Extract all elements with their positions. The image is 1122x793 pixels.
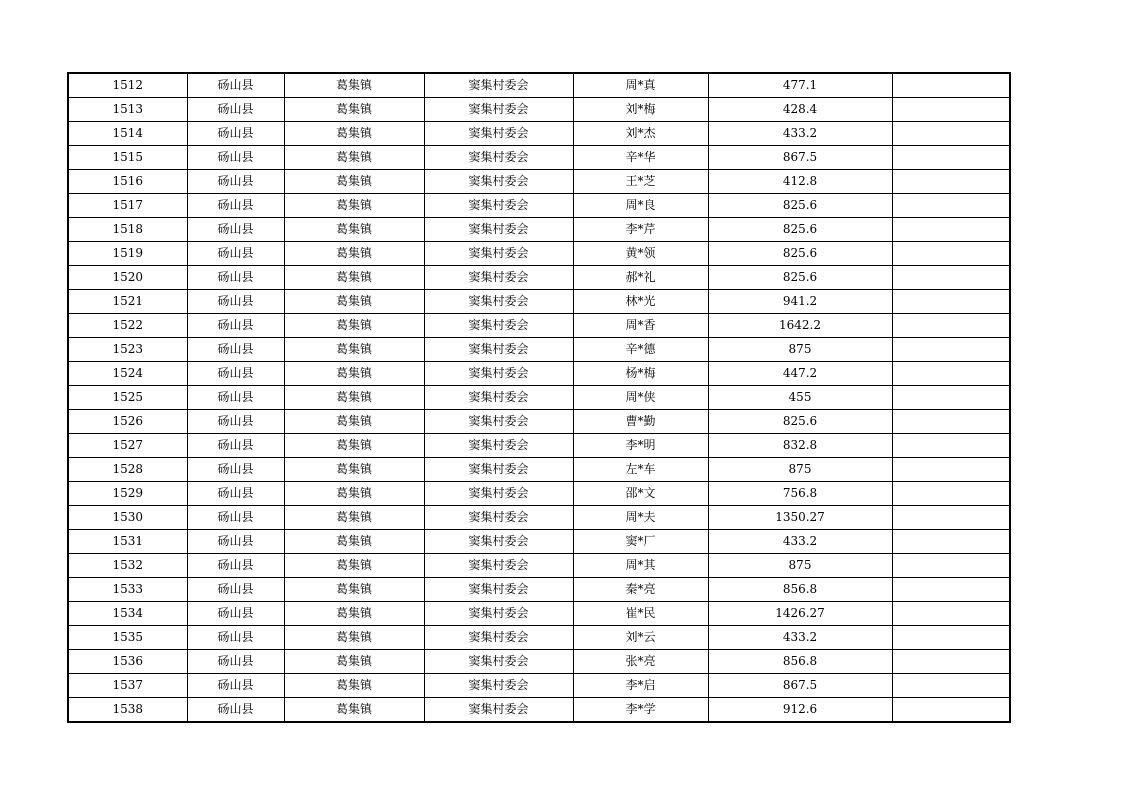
- name-cell: 周*侠: [573, 386, 708, 410]
- note-cell: [892, 314, 1010, 338]
- village-cell: 窦集村委会: [424, 194, 573, 218]
- town-cell: 葛集镇: [284, 554, 424, 578]
- name-cell: 王*芝: [573, 170, 708, 194]
- row-number-cell: 1537: [68, 674, 187, 698]
- row-number-cell: 1526: [68, 410, 187, 434]
- name-cell: 周*良: [573, 194, 708, 218]
- name-cell: 黄*领: [573, 242, 708, 266]
- village-cell: 窦集村委会: [424, 122, 573, 146]
- village-cell: 窦集村委会: [424, 218, 573, 242]
- town-cell: 葛集镇: [284, 194, 424, 218]
- row-number-cell: 1524: [68, 362, 187, 386]
- row-number-cell: 1533: [68, 578, 187, 602]
- amount-cell: 875: [708, 554, 892, 578]
- name-cell: 秦*亮: [573, 578, 708, 602]
- county-cell: 砀山县: [187, 122, 284, 146]
- town-cell: 葛集镇: [284, 266, 424, 290]
- table-row: [68, 554, 1010, 578]
- amount-cell: 832.8: [708, 434, 892, 458]
- note-cell: [892, 386, 1010, 410]
- county-cell: 砀山县: [187, 73, 284, 98]
- table-row: [68, 338, 1010, 362]
- town-cell: 葛集镇: [284, 626, 424, 650]
- name-cell: 周*夫: [573, 506, 708, 530]
- village-cell: 窦集村委会: [424, 338, 573, 362]
- note-cell: [892, 602, 1010, 626]
- county-cell: 砀山县: [187, 434, 284, 458]
- village-cell: 窦集村委会: [424, 98, 573, 122]
- name-cell: 窦*厂: [573, 530, 708, 554]
- row-number-cell: 1538: [68, 698, 187, 723]
- note-cell: [892, 410, 1010, 434]
- note-cell: [892, 338, 1010, 362]
- county-cell: 砀山县: [187, 626, 284, 650]
- note-cell: [892, 434, 1010, 458]
- town-cell: 葛集镇: [284, 290, 424, 314]
- note-cell: [892, 698, 1010, 723]
- town-cell: 葛集镇: [284, 170, 424, 194]
- county-cell: 砀山县: [187, 266, 284, 290]
- table-row: [68, 266, 1010, 290]
- village-cell: 窦集村委会: [424, 650, 573, 674]
- county-cell: 砀山县: [187, 98, 284, 122]
- row-number-cell: 1523: [68, 338, 187, 362]
- table-row: [68, 506, 1010, 530]
- village-cell: 窦集村委会: [424, 698, 573, 723]
- town-cell: 葛集镇: [284, 146, 424, 170]
- amount-cell: 825.6: [708, 218, 892, 242]
- name-cell: 李*启: [573, 674, 708, 698]
- county-cell: 砀山县: [187, 698, 284, 723]
- note-cell: [892, 266, 1010, 290]
- note-cell: [892, 170, 1010, 194]
- row-number-cell: 1527: [68, 434, 187, 458]
- name-cell: 刘*云: [573, 626, 708, 650]
- table-row: [68, 194, 1010, 218]
- table-row: [68, 146, 1010, 170]
- town-cell: 葛集镇: [284, 506, 424, 530]
- county-cell: 砀山县: [187, 386, 284, 410]
- table-row: [68, 458, 1010, 482]
- table-row: [68, 602, 1010, 626]
- town-cell: 葛集镇: [284, 458, 424, 482]
- village-cell: 窦集村委会: [424, 674, 573, 698]
- note-cell: [892, 73, 1010, 98]
- name-cell: 辛*德: [573, 338, 708, 362]
- table-row: [68, 434, 1010, 458]
- table-row: [68, 530, 1010, 554]
- note-cell: [892, 650, 1010, 674]
- row-number-cell: 1517: [68, 194, 187, 218]
- village-cell: 窦集村委会: [424, 602, 573, 626]
- county-cell: 砀山县: [187, 362, 284, 386]
- note-cell: [892, 530, 1010, 554]
- village-cell: 窦集村委会: [424, 170, 573, 194]
- row-number-cell: 1529: [68, 482, 187, 506]
- village-cell: 窦集村委会: [424, 554, 573, 578]
- name-cell: 左*车: [573, 458, 708, 482]
- name-cell: 邵*文: [573, 482, 708, 506]
- amount-cell: 867.5: [708, 674, 892, 698]
- county-cell: 砀山县: [187, 170, 284, 194]
- subsidy-table: [67, 72, 1011, 723]
- town-cell: 葛集镇: [284, 482, 424, 506]
- town-cell: 葛集镇: [284, 434, 424, 458]
- name-cell: 刘*梅: [573, 98, 708, 122]
- town-cell: 葛集镇: [284, 242, 424, 266]
- town-cell: 葛集镇: [284, 674, 424, 698]
- amount-cell: 825.6: [708, 194, 892, 218]
- row-number-cell: 1530: [68, 506, 187, 530]
- table-row: [68, 170, 1010, 194]
- row-number-cell: 1513: [68, 98, 187, 122]
- table-row: [68, 242, 1010, 266]
- name-cell: 曹*勤: [573, 410, 708, 434]
- table-row: [68, 674, 1010, 698]
- row-number-cell: 1515: [68, 146, 187, 170]
- note-cell: [892, 194, 1010, 218]
- county-cell: 砀山县: [187, 578, 284, 602]
- town-cell: 葛集镇: [284, 650, 424, 674]
- row-number-cell: 1516: [68, 170, 187, 194]
- table-row: [68, 386, 1010, 410]
- county-cell: 砀山县: [187, 530, 284, 554]
- table-row: [68, 98, 1010, 122]
- table-row: [68, 73, 1010, 98]
- county-cell: 砀山县: [187, 290, 284, 314]
- amount-cell: 412.8: [708, 170, 892, 194]
- amount-cell: 428.4: [708, 98, 892, 122]
- table-row: [68, 698, 1010, 723]
- county-cell: 砀山县: [187, 338, 284, 362]
- table-row: [68, 122, 1010, 146]
- amount-cell: 477.1: [708, 73, 892, 98]
- note-cell: [892, 218, 1010, 242]
- amount-cell: 867.5: [708, 146, 892, 170]
- table-row: [68, 218, 1010, 242]
- name-cell: 林*光: [573, 290, 708, 314]
- name-cell: 周*真: [573, 73, 708, 98]
- row-number-cell: 1535: [68, 626, 187, 650]
- amount-cell: 1642.2: [708, 314, 892, 338]
- note-cell: [892, 506, 1010, 530]
- county-cell: 砀山县: [187, 458, 284, 482]
- village-cell: 窦集村委会: [424, 290, 573, 314]
- note-cell: [892, 146, 1010, 170]
- village-cell: 窦集村委会: [424, 410, 573, 434]
- amount-cell: 825.6: [708, 410, 892, 434]
- note-cell: [892, 290, 1010, 314]
- amount-cell: 756.8: [708, 482, 892, 506]
- row-number-cell: 1521: [68, 290, 187, 314]
- table-row: [68, 290, 1010, 314]
- note-cell: [892, 98, 1010, 122]
- county-cell: 砀山县: [187, 410, 284, 434]
- row-number-cell: 1528: [68, 458, 187, 482]
- county-cell: 砀山县: [187, 242, 284, 266]
- row-number-cell: 1514: [68, 122, 187, 146]
- row-number-cell: 1520: [68, 266, 187, 290]
- town-cell: 葛集镇: [284, 602, 424, 626]
- name-cell: 周*其: [573, 554, 708, 578]
- amount-cell: 433.2: [708, 626, 892, 650]
- county-cell: 砀山县: [187, 314, 284, 338]
- note-cell: [892, 554, 1010, 578]
- amount-cell: 455: [708, 386, 892, 410]
- village-cell: 窦集村委会: [424, 434, 573, 458]
- name-cell: 李*芹: [573, 218, 708, 242]
- table-row: [68, 482, 1010, 506]
- village-cell: 窦集村委会: [424, 578, 573, 602]
- amount-cell: 912.6: [708, 698, 892, 723]
- town-cell: 葛集镇: [284, 578, 424, 602]
- amount-cell: 825.6: [708, 266, 892, 290]
- village-cell: 窦集村委会: [424, 482, 573, 506]
- name-cell: 刘*杰: [573, 122, 708, 146]
- village-cell: 窦集村委会: [424, 626, 573, 650]
- amount-cell: 433.2: [708, 122, 892, 146]
- amount-cell: 825.6: [708, 242, 892, 266]
- name-cell: 郝*礼: [573, 266, 708, 290]
- row-number-cell: 1518: [68, 218, 187, 242]
- row-number-cell: 1536: [68, 650, 187, 674]
- note-cell: [892, 362, 1010, 386]
- amount-cell: 1426.27: [708, 602, 892, 626]
- county-cell: 砀山县: [187, 146, 284, 170]
- table-row: [68, 314, 1010, 338]
- village-cell: 窦集村委会: [424, 242, 573, 266]
- amount-cell: 875: [708, 338, 892, 362]
- town-cell: 葛集镇: [284, 98, 424, 122]
- row-number-cell: 1519: [68, 242, 187, 266]
- county-cell: 砀山县: [187, 674, 284, 698]
- name-cell: 张*亮: [573, 650, 708, 674]
- town-cell: 葛集镇: [284, 218, 424, 242]
- village-cell: 窦集村委会: [424, 386, 573, 410]
- note-cell: [892, 242, 1010, 266]
- town-cell: 葛集镇: [284, 338, 424, 362]
- town-cell: 葛集镇: [284, 122, 424, 146]
- village-cell: 窦集村委会: [424, 506, 573, 530]
- county-cell: 砀山县: [187, 194, 284, 218]
- name-cell: 辛*华: [573, 146, 708, 170]
- table-row: [68, 650, 1010, 674]
- note-cell: [892, 626, 1010, 650]
- amount-cell: 856.8: [708, 650, 892, 674]
- town-cell: 葛集镇: [284, 314, 424, 338]
- row-number-cell: 1525: [68, 386, 187, 410]
- row-number-cell: 1531: [68, 530, 187, 554]
- village-cell: 窦集村委会: [424, 362, 573, 386]
- table-row: [68, 362, 1010, 386]
- village-cell: 窦集村委会: [424, 458, 573, 482]
- county-cell: 砀山县: [187, 218, 284, 242]
- town-cell: 葛集镇: [284, 698, 424, 723]
- village-cell: 窦集村委会: [424, 314, 573, 338]
- amount-cell: 1350.27: [708, 506, 892, 530]
- name-cell: 李*学: [573, 698, 708, 723]
- amount-cell: 856.8: [708, 578, 892, 602]
- amount-cell: 875: [708, 458, 892, 482]
- table-row: [68, 626, 1010, 650]
- table-row: [68, 410, 1010, 434]
- village-cell: 窦集村委会: [424, 146, 573, 170]
- row-number-cell: 1512: [68, 73, 187, 98]
- county-cell: 砀山县: [187, 650, 284, 674]
- county-cell: 砀山县: [187, 554, 284, 578]
- county-cell: 砀山县: [187, 506, 284, 530]
- note-cell: [892, 482, 1010, 506]
- town-cell: 葛集镇: [284, 530, 424, 554]
- town-cell: 葛集镇: [284, 386, 424, 410]
- note-cell: [892, 674, 1010, 698]
- note-cell: [892, 578, 1010, 602]
- row-number-cell: 1534: [68, 602, 187, 626]
- table-body: [68, 73, 1010, 722]
- row-number-cell: 1532: [68, 554, 187, 578]
- name-cell: 崔*民: [573, 602, 708, 626]
- name-cell: 周*香: [573, 314, 708, 338]
- amount-cell: 941.2: [708, 290, 892, 314]
- village-cell: 窦集村委会: [424, 530, 573, 554]
- town-cell: 葛集镇: [284, 410, 424, 434]
- row-number-cell: 1522: [68, 314, 187, 338]
- town-cell: 葛集镇: [284, 362, 424, 386]
- amount-cell: 447.2: [708, 362, 892, 386]
- name-cell: 杨*梅: [573, 362, 708, 386]
- note-cell: [892, 122, 1010, 146]
- village-cell: 窦集村委会: [424, 73, 573, 98]
- table-row: [68, 578, 1010, 602]
- town-cell: 葛集镇: [284, 73, 424, 98]
- county-cell: 砀山县: [187, 602, 284, 626]
- village-cell: 窦集村委会: [424, 266, 573, 290]
- note-cell: [892, 458, 1010, 482]
- name-cell: 李*明: [573, 434, 708, 458]
- county-cell: 砀山县: [187, 482, 284, 506]
- amount-cell: 433.2: [708, 530, 892, 554]
